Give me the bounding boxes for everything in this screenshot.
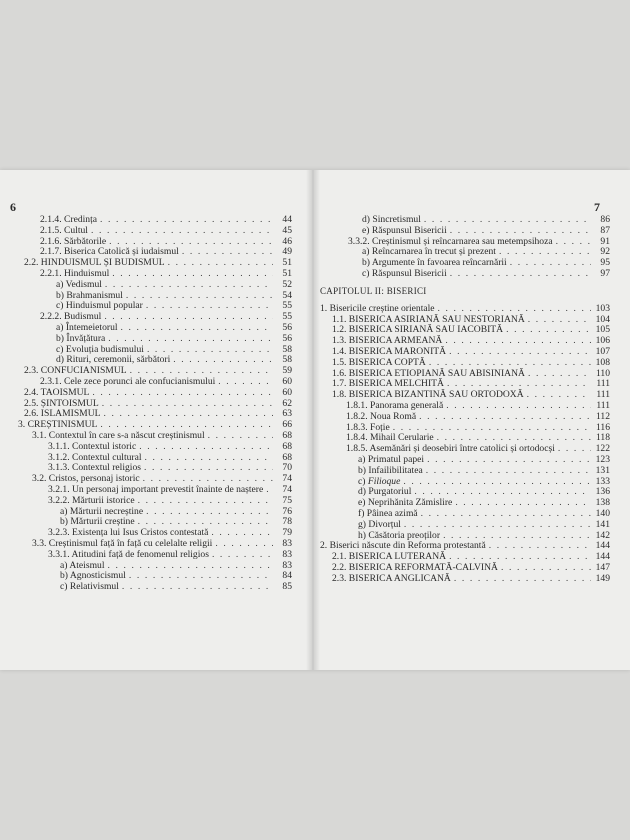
dot-leader xyxy=(215,539,273,550)
toc-entry-title: 2.5. ȘINTOISMUL xyxy=(24,397,99,409)
toc-entry-page: 107 xyxy=(595,345,610,357)
toc-entry xyxy=(312,520,630,531)
toc-entry-title: 3.1.2. Contextul cultural xyxy=(48,451,142,463)
toc-entry xyxy=(0,280,312,291)
toc-entry xyxy=(312,215,630,226)
toc-entry xyxy=(0,269,312,280)
dot-leader xyxy=(100,215,273,226)
dot-leader xyxy=(501,563,591,574)
toc-entry-title: b) Agnosticismul xyxy=(60,570,126,582)
dot-leader xyxy=(421,509,591,520)
toc-entry-page: 84 xyxy=(282,570,292,582)
dot-leader xyxy=(489,541,591,552)
toc-entry xyxy=(0,453,312,464)
dot-leader xyxy=(446,401,591,412)
toc-entry-page: 74 xyxy=(282,483,292,495)
toc-entry-title: 1.2. BISERICA SIRIANĂ SAU IACOBITĂ xyxy=(332,324,504,336)
toc-entry-title: c) Hinduismul popular xyxy=(56,300,143,312)
dot-leader xyxy=(104,312,273,323)
toc-entry-page: 131 xyxy=(595,464,610,476)
toc-entry-title: 2.6. ISLAMISMUL xyxy=(24,408,101,420)
dot-leader xyxy=(528,369,591,380)
toc-entry-title: 1.3. BISERICA ARMEANĂ xyxy=(332,335,443,347)
toc-entry-title: 2.1.6. Sărbătorile xyxy=(40,235,107,247)
toc-entry-page: 133 xyxy=(595,475,610,487)
toc-entry-page: 46 xyxy=(282,235,292,247)
dot-leader xyxy=(168,258,273,269)
toc-entry xyxy=(0,388,312,399)
toc-entry-title: b) Învățătura xyxy=(56,332,106,344)
toc-entry-page: 116 xyxy=(595,421,610,433)
toc-entry-page: 141 xyxy=(595,518,610,530)
toc-entry-title: 2.3. BISERICA ANGLICANĂ xyxy=(332,572,451,584)
toc-entry-page: 118 xyxy=(595,432,610,444)
toc-entry xyxy=(0,571,312,582)
dot-leader xyxy=(212,550,273,561)
dot-leader xyxy=(427,455,591,466)
table-of-contents xyxy=(0,215,312,593)
dot-leader xyxy=(145,453,273,464)
toc-entry-page: 60 xyxy=(282,386,292,398)
toc-entry-title: a) Vedismul xyxy=(56,278,102,290)
toc-entry-title: c) Relativismul xyxy=(60,581,119,593)
toc-entry-page: 136 xyxy=(595,486,610,498)
toc-entry-title: a) Reîncarnarea în trecut și prezent xyxy=(362,246,496,258)
toc-entry-title: 3.2.3. Existența lui Isus Cristos contestată xyxy=(48,527,209,539)
toc-entry-title: a) Ateismul xyxy=(60,559,105,571)
toc-entry-title: 2.1.7. Biserica Catolică și iudaismul xyxy=(40,246,179,258)
dot-leader xyxy=(419,412,591,423)
toc-entry-title: 1.8.1. Panorama generală xyxy=(346,399,444,411)
toc-entry-page: 76 xyxy=(282,505,292,517)
toc-entry-page: 74 xyxy=(282,473,292,485)
toc-entry-title: a) Primatul papei xyxy=(358,453,425,465)
dot-leader xyxy=(527,390,591,401)
dot-leader xyxy=(426,466,591,477)
toc-entry-title: 2.3.1. Cele zece porunci ale confucianismului xyxy=(40,375,216,387)
toc-entry-title: 3.3.2. Creștinismul și reîncarnarea sau metempsihoza xyxy=(348,235,553,247)
toc-entry xyxy=(312,358,630,369)
toc-entry-page: 111 xyxy=(596,378,610,390)
toc-entry-title: 3.2. Cristos, personaj istoric xyxy=(32,473,140,485)
toc-entry-page: 85 xyxy=(282,581,292,593)
toc-entry-title: 2.2. HINDUISMUL ȘI BUDISMUL xyxy=(24,257,165,269)
toc-entry-page: 83 xyxy=(282,537,292,549)
toc-entry-title: 3. CREȘTINISMUL xyxy=(18,419,98,431)
toc-entry-title: 1.4. BISERICA MARONITĂ xyxy=(332,345,447,357)
toc-entry-page: 49 xyxy=(282,246,292,258)
toc-entry-title: 2.3. CONFUCIANISMUL xyxy=(24,365,127,377)
dot-leader xyxy=(102,399,273,410)
toc-entry-page: 59 xyxy=(282,365,292,377)
toc-entry-title: 1.8.5. Asemănări și deosebiri între catolici și ortodocși xyxy=(346,443,555,455)
toc-entry xyxy=(312,412,630,423)
table-of-contents xyxy=(312,215,630,585)
dot-leader xyxy=(528,315,591,326)
dot-leader xyxy=(424,215,591,226)
dot-leader xyxy=(449,347,591,358)
page-number: 7 xyxy=(594,200,600,214)
toc-entry-title: f) Pâinea azimă xyxy=(358,507,418,519)
dot-leader xyxy=(138,496,273,507)
dot-leader xyxy=(266,485,273,496)
toc-entry-page: 68 xyxy=(282,451,292,463)
toc-entry-page: 142 xyxy=(595,529,610,541)
toc-entry xyxy=(0,507,312,518)
toc-entry-page: 58 xyxy=(282,354,292,366)
toc-entry-title: 2.1. BISERICA LUTERANĂ xyxy=(332,551,447,563)
toc-entry-page: 56 xyxy=(282,321,292,333)
dot-leader xyxy=(173,355,273,366)
toc-entry-page: 83 xyxy=(282,548,292,560)
toc-entry-title: 2. Biserici născute din Reforma protestantă xyxy=(320,540,486,552)
dot-leader xyxy=(144,463,273,474)
dot-leader xyxy=(558,444,591,455)
toc-entry-title: 3.3.1. Atitudini față de fenomenul religios xyxy=(48,548,209,560)
toc-entry-page: 62 xyxy=(282,397,292,409)
toc-entry-page: 144 xyxy=(595,551,610,563)
dot-leader xyxy=(445,336,591,347)
dot-leader xyxy=(403,477,591,488)
toc-entry xyxy=(0,323,312,334)
toc-entry-title: b) Infailibilitatea xyxy=(358,464,423,476)
dot-leader xyxy=(91,226,273,237)
toc-entry-title: 1.8.4. Mihail Cerularie xyxy=(346,432,434,444)
toc-entry-title: 1.1. BISERICA ASIRIANĂ SAU NESTORIANĂ xyxy=(332,313,525,325)
toc-entry-page: 58 xyxy=(282,343,292,355)
toc-entry-title: 1.6. BISERICA ETIOPIANĂ SAU ABISINIANĂ xyxy=(332,367,525,379)
dot-leader xyxy=(104,409,274,420)
dot-leader xyxy=(108,561,274,572)
dot-leader xyxy=(450,269,591,280)
toc-entry-page: 83 xyxy=(282,559,292,571)
toc-entry-page: 45 xyxy=(282,224,292,236)
toc-entry-title: 2.1.5. Cultul xyxy=(40,224,88,236)
dot-leader xyxy=(126,291,273,302)
toc-entry-title: 3.2.1. Un personaj important prevestit înainte de naștere xyxy=(48,483,264,495)
toc-entry-title: 2.2. BISERICA REFORMATĂ-CALVINĂ xyxy=(332,561,498,573)
toc-entry-page: 60 xyxy=(282,375,292,387)
toc-entry-title: 2.4. TAOISMUL xyxy=(24,386,90,398)
toc-entry-page: 55 xyxy=(282,300,292,312)
toc-entry xyxy=(0,291,312,302)
toc-entry-page: 86 xyxy=(600,214,610,225)
toc-entry-page: 105 xyxy=(595,324,610,336)
toc-entry-page: 70 xyxy=(282,462,292,474)
toc-entry-title: b) Brahmanismul xyxy=(56,289,123,301)
toc-entry-page: 56 xyxy=(282,332,292,344)
toc-entry-title: h) Căsătoria preoților xyxy=(358,529,441,541)
dot-leader xyxy=(122,582,273,593)
toc-entry-title: 3.2.2. Mărturii istorice xyxy=(48,494,135,506)
toc-entry-title: 2.2.1. Hinduismul xyxy=(40,267,110,279)
toc-entry-page: 149 xyxy=(595,572,610,584)
toc-entry-title: d) Purgatoriul xyxy=(358,486,412,498)
toc-entry-page: 51 xyxy=(282,257,292,269)
toc-entry-page: 97 xyxy=(600,267,610,279)
toc-entry-page: 138 xyxy=(595,497,610,509)
toc-entry-title: 3.1.1. Contextul istoric xyxy=(48,440,137,452)
toc-entry xyxy=(0,561,312,572)
toc-entry-page: 104 xyxy=(595,313,610,325)
toc-entry-page: 147 xyxy=(595,561,610,573)
toc-entry-title: d) Sincretismul xyxy=(362,214,421,225)
dot-leader xyxy=(146,507,273,518)
toc-entry-page: 95 xyxy=(600,257,610,269)
toc-entry-title: 1.5. BISERICA COPTĂ xyxy=(332,356,426,368)
dot-leader xyxy=(510,258,591,269)
dot-leader xyxy=(108,334,273,345)
page-number: 6 xyxy=(10,200,16,214)
toc-entry-title: 1.8.3. Foție xyxy=(346,421,390,433)
chapter-title: CAPITOLUL II: BISERICI xyxy=(320,285,427,296)
toc-entry xyxy=(312,269,630,280)
dot-leader xyxy=(404,520,591,531)
toc-entry-title: 1.8.2. Noua Romă xyxy=(346,410,417,422)
toc-entry-page: 79 xyxy=(282,527,292,539)
toc-entry-title: 2.1.4. Credința xyxy=(40,214,98,225)
toc-entry-title: a) Mărturii necreștine xyxy=(60,505,144,517)
toc-entry-title: 1.7. BISERICA MELCHITĂ xyxy=(332,378,444,390)
dot-leader xyxy=(429,358,591,369)
toc-entry-page: 63 xyxy=(282,408,292,420)
toc-entry-page: 78 xyxy=(282,516,292,528)
toc-entry-page: 123 xyxy=(595,453,610,465)
toc-entry-page: 51 xyxy=(282,267,292,279)
toc-entry-page: 44 xyxy=(282,214,292,225)
toc-entry xyxy=(0,431,312,442)
toc-entry xyxy=(0,582,312,593)
toc-entry-title: 1. Bisericile creștine orientale xyxy=(320,302,435,314)
toc-entry-title: c) Filioque xyxy=(358,475,401,487)
toc-entry-page: 111 xyxy=(596,389,610,401)
toc-entry-page: 122 xyxy=(595,443,610,455)
toc-entry xyxy=(312,226,630,237)
toc-entry-title: c) Evoluția budismului xyxy=(56,343,144,355)
dot-leader xyxy=(105,280,273,291)
toc-entry-page: 111 xyxy=(596,399,610,411)
toc-entry-title: b) Argumente în favoarea reîncarnării xyxy=(362,257,507,269)
dot-leader xyxy=(182,247,273,258)
toc-entry xyxy=(312,466,630,477)
toc-entry-page: 75 xyxy=(282,494,292,506)
toc-entry-page: 54 xyxy=(282,289,292,301)
left-page xyxy=(0,170,312,670)
dot-leader xyxy=(438,304,591,315)
toc-entry-title: c) Răspunsul Bisericii xyxy=(362,267,447,279)
toc-entry-title: d) Rituri, ceremonii, sărbători xyxy=(56,354,171,366)
toc-entry-title: e) Neprihănita Zămislire xyxy=(358,497,453,509)
dot-leader xyxy=(218,377,273,388)
toc-entry-page: 144 xyxy=(595,540,610,552)
chapter-heading xyxy=(312,286,630,300)
dot-leader xyxy=(121,323,273,334)
toc-entry-title: g) Divorțul xyxy=(358,518,401,530)
toc-entry-title: 2.2.2. Budismul xyxy=(40,311,102,323)
toc-entry-title: 3.1. Contextul în care s-a născut creștinismul xyxy=(32,429,205,441)
toc-entry-page: 87 xyxy=(600,224,610,236)
toc-entry-page: 110 xyxy=(595,367,610,379)
toc-entry-title: e) Răspunsul Bisericii xyxy=(362,224,447,236)
toc-entry-page: 66 xyxy=(282,419,292,431)
toc-entry-page: 92 xyxy=(600,246,610,258)
toc-entry xyxy=(312,574,630,585)
dot-leader xyxy=(92,388,273,399)
right-page xyxy=(312,170,630,670)
toc-entry-page: 52 xyxy=(282,278,292,290)
dot-leader xyxy=(146,301,273,312)
toc-entry-title: b) Mărturii creștine xyxy=(60,516,135,528)
dot-leader xyxy=(455,498,591,509)
toc-entry-page: 55 xyxy=(282,311,292,323)
toc-entry-title: a) Întemeietorul xyxy=(56,321,118,333)
dot-leader xyxy=(499,247,591,258)
toc-entry-page: 140 xyxy=(595,507,610,519)
dot-leader xyxy=(454,574,591,585)
toc-entry xyxy=(0,334,312,345)
toc-entry-page: 68 xyxy=(282,440,292,452)
toc-entry xyxy=(0,550,312,561)
toc-entry-page: 108 xyxy=(595,356,610,368)
toc-entry xyxy=(0,226,312,237)
toc-entry-page: 112 xyxy=(595,410,610,422)
toc-entry-page: 91 xyxy=(600,235,610,247)
toc-entry-title: 3.1.3. Contextul religios xyxy=(48,462,142,474)
toc-entry-title: 1.8. BISERICA BIZANTINĂ SAU ORTODOXĂ xyxy=(332,389,524,401)
toc-entry-page: 103 xyxy=(595,302,610,314)
dot-leader xyxy=(139,442,273,453)
toc-entry xyxy=(312,258,630,269)
toc-entry-title: 3.3. Creștinismul față în față cu celelalte religii xyxy=(32,537,213,549)
dot-leader xyxy=(211,528,273,539)
toc-entry xyxy=(0,485,312,496)
dot-leader xyxy=(112,269,273,280)
open-book xyxy=(0,170,630,670)
toc-entry xyxy=(0,496,312,507)
dot-leader xyxy=(506,325,591,336)
toc-entry xyxy=(312,304,630,315)
dot-leader xyxy=(556,237,591,248)
toc-entry-page: 106 xyxy=(595,335,610,347)
toc-entry xyxy=(0,312,312,323)
toc-entry-page: 68 xyxy=(282,429,292,441)
dot-leader xyxy=(208,431,273,442)
dot-leader xyxy=(129,571,273,582)
toc-entry xyxy=(0,442,312,453)
dot-leader xyxy=(450,226,591,237)
